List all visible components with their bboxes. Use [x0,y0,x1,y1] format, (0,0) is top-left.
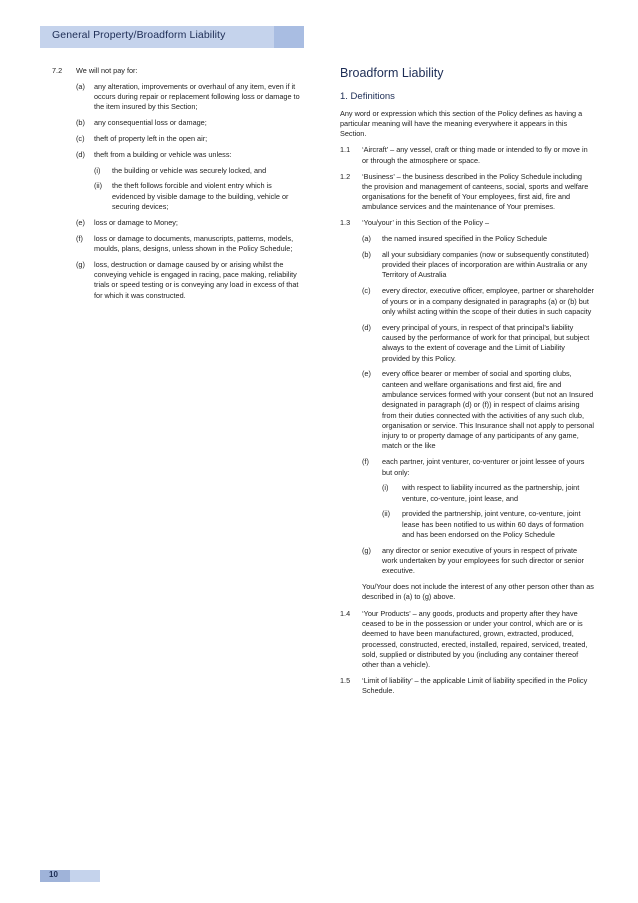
item-text: the named insured specified in the Policy Schedule [382,234,548,244]
item-text: any alteration, improvements or overhaul of any item, even if it occurs during repair or replacement following loss or damage to the item insured by this Section; [94,81,300,112]
you-c [340,286,594,317]
item-text: theft from a building or vehicle was unless: [94,149,232,159]
page-number: 10 [49,870,58,879]
item-text: provided the partnership, joint venture, co-venture, joint lease has been notified to us within 60 days of formation and has been endorsed on the Policy Schedule [402,509,584,539]
item-text: the theft follows forcible and violent entry which is evidenced by visible damage to the building, vehicle or securing devices; [112,181,289,211]
clause-text: ‘Limit of liability’ – the applicable Limit of liability specified in the Policy Schedule. [362,676,588,696]
item-label: (a) [76,81,85,91]
item-label: (f) [362,457,369,467]
definition-1-1 [340,145,594,166]
item-label: (i) [94,165,101,175]
clause-number: 1.3 [340,218,351,228]
item-label: (b) [76,118,85,128]
item-label: (i) [382,483,389,493]
item-text: any director or senior executive of yours in respect of private work undertaken by your employees for such director or senior executive. [382,545,584,576]
clause-number: 1.5 [340,676,351,686]
item-label: (g) [362,545,371,555]
exclusion-b [52,118,306,128]
left-column [52,66,306,306]
exclusion-g [52,260,306,301]
item-label: (e) [76,217,85,227]
you-a [340,234,594,244]
clause-text: ‘You/your’ in this Section of the Policy – [362,218,490,228]
you-f-i [340,483,594,504]
you-note: You/Your does not include the interest of any other person other than as described in (a) to (g) above. [362,582,594,602]
clause-number: 1.1 [340,145,351,155]
exclusion-d-ii [52,181,306,212]
you-f [340,457,594,478]
item-text: all your subsidiary companies (now or subsequently constituted) provided their places of incorporation are within Australia or any Territory of Australia [382,249,589,280]
definition-1-4 [340,609,594,671]
clause-text: We will not pay for: [76,66,138,75]
definition-1-2 [340,172,594,213]
page-header-title: General Property/Broadform Liability [52,29,226,41]
item-label: (g) [76,259,85,269]
header-accent [274,26,304,48]
item-label: (d) [76,149,85,159]
item-label: (c) [76,133,85,143]
exclusion-d [52,150,306,160]
item-text: theft of property left in the open air; [94,133,208,143]
item-text: every office bearer or member of social and sporting clubs, canteen and welfare organisations and first aid, fire and ambulance services formed with your consent (but not an Insured designated in paragraph (d) or (f)) in respect of claims arising from their duties connected with the activities of any such club, organisation or service. This Insurance shall not apply to personal injury to or property damage of any participants of any game, match or the like [382,369,594,451]
you-e [340,369,594,451]
item-label: (f) [76,233,83,243]
you-g [340,546,594,577]
exclusion-e [52,218,306,228]
clause-number: 1.4 [340,608,351,618]
definitions-intro: Any word or expression which this section of the Policy defines as having a particular meaning will have the meaning everywhere it appears in this Section. [340,108,583,139]
section-title: Broadform Liability [340,66,444,80]
exclusion-f [52,234,306,255]
exclusion-c [52,134,306,144]
item-text: with respect to liability incurred as the partnership, joint venture, co-venture, joint lease, and [402,483,580,503]
item-text: the building or vehicle was securely locked, and [112,165,267,175]
item-label: (d) [362,322,371,332]
you-d [340,323,594,364]
item-label: (e) [362,369,371,379]
item-text: loss or damage to documents, manuscripts, patterns, models, moulds, plans, designs, unless shown in the Policy Schedule; [94,233,294,253]
you-f-ii [340,509,594,540]
item-label: (c) [362,286,371,296]
item-text: every principal of yours, in respect of that principal’s liability caused by the performance of work for that principal, but subject always to the extent of coverage and the Limit of Liability provided by this Policy. [382,322,590,363]
clause-text: ‘Aircraft’ – any vessel, craft or thing made or intended to fly or move in or through the atmosphere or space. [362,145,588,165]
item-text: every director, executive officer, employee, partner or shareholder of yours or in a company designated in paragraphs (a) or (b) but only whilst acting within the scope of their duties in such capacity [382,286,594,316]
clause-7-2 [52,66,306,76]
clause-number: 1.2 [340,171,351,181]
definition-1-5 [340,676,594,697]
item-text: loss or damage to Money; [94,217,178,227]
item-label: (ii) [94,181,103,191]
clause-text: ‘Business’ – the business described in the Policy Schedule including the provision and management of canteens, social, sports and welfare organisations for the benefit of Your employees, first aid, fire and ambulance services and the maintenance of Your premises. [362,171,589,212]
item-label: (b) [362,249,371,259]
clause-number: 7.2 [52,66,63,75]
item-label: (ii) [382,509,391,519]
item-text: any consequential loss or damage; [94,118,207,128]
item-text: each partner, joint venturer, co-venturer or joint lessee of yours but only: [382,457,585,477]
clause-text: ‘Your Products’ – any goods, products and property after they have ceased to be in the possession or under your control, which are or is deemed to have been manufactured, grown, extracted, produced, processed, constructed, erected, installed, repaired, serviced, treated, sold, supplied or distributed by you (including any container thereof other than a vehicle). [362,608,588,670]
you-b [340,250,594,281]
right-column [340,66,594,702]
exclusion-d-i [52,166,306,176]
exclusion-a [52,82,306,113]
definitions-heading: 1. Definitions [340,91,395,103]
definition-1-3 [340,218,594,228]
item-text: loss, destruction or damage caused by or arising whilst the conveying vehicle is engaged in racing, pace making, reliability trials or speed testing or is conveying any load in excess of that for which it was constructed. [94,259,299,300]
item-label: (a) [362,234,371,244]
